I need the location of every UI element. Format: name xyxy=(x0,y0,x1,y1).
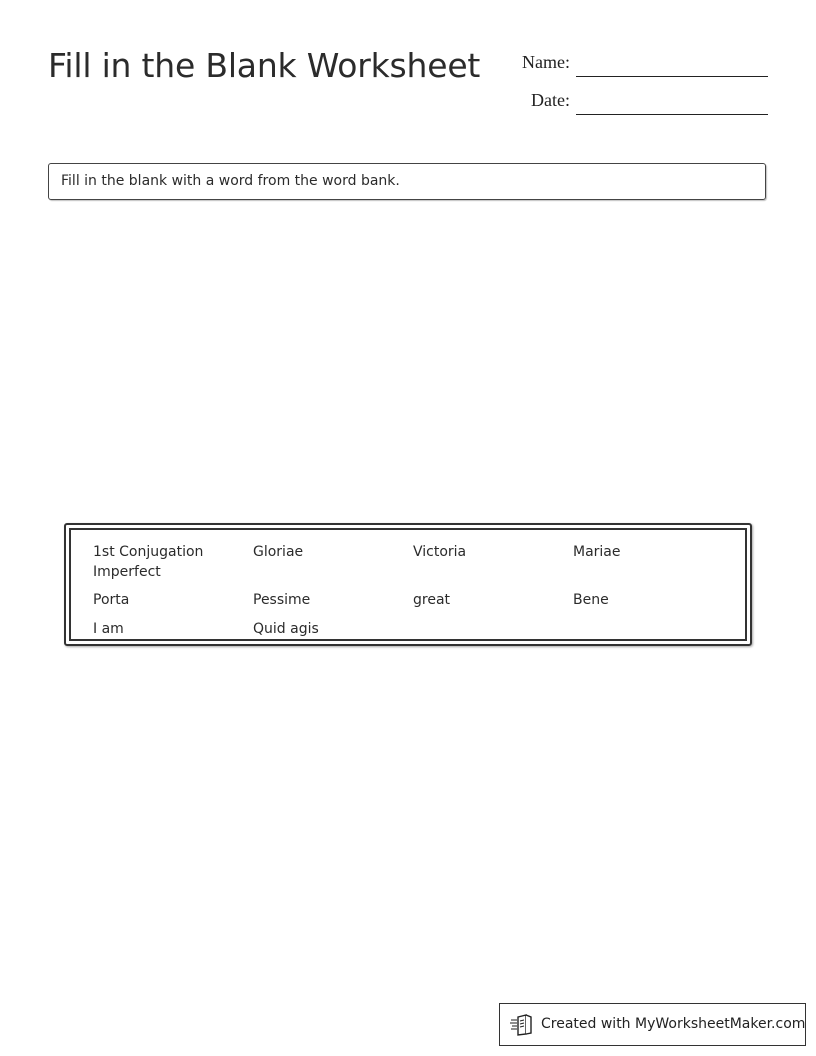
word-bank-item: great xyxy=(413,592,451,608)
word-bank-item: 1st Conjugation Imperfect xyxy=(93,544,204,580)
word-bank-item: Mariae xyxy=(573,544,621,560)
date-blank-line[interactable] xyxy=(576,114,768,115)
word-bank-item: Victoria xyxy=(413,544,467,560)
name-field[interactable] xyxy=(496,52,768,80)
name-label: Name: xyxy=(522,52,570,72)
footer-badge[interactable] xyxy=(499,1003,806,1046)
word-bank xyxy=(64,523,752,646)
word-bank-item: Bene xyxy=(573,592,609,608)
footer-text: Created with MyWorksheetMaker.com xyxy=(541,1016,806,1032)
page-title: Fill in the Blank Worksheet xyxy=(48,46,481,85)
word-bank-item: Porta xyxy=(93,592,130,608)
word-bank-item: Gloriae xyxy=(253,544,304,560)
word-bank-item: Quid agis xyxy=(253,621,319,637)
instructions-text: Fill in the blank with a word from the word bank. xyxy=(61,173,400,189)
word-bank-item: Pessime xyxy=(253,592,311,608)
instructions-box xyxy=(48,163,766,200)
name-blank-line[interactable] xyxy=(576,76,768,77)
word-bank-item: I am xyxy=(93,621,124,637)
date-field[interactable] xyxy=(496,90,768,118)
book-logo-icon xyxy=(510,1013,534,1037)
date-label: Date: xyxy=(531,90,570,110)
word-bank-inner-border xyxy=(69,528,747,641)
